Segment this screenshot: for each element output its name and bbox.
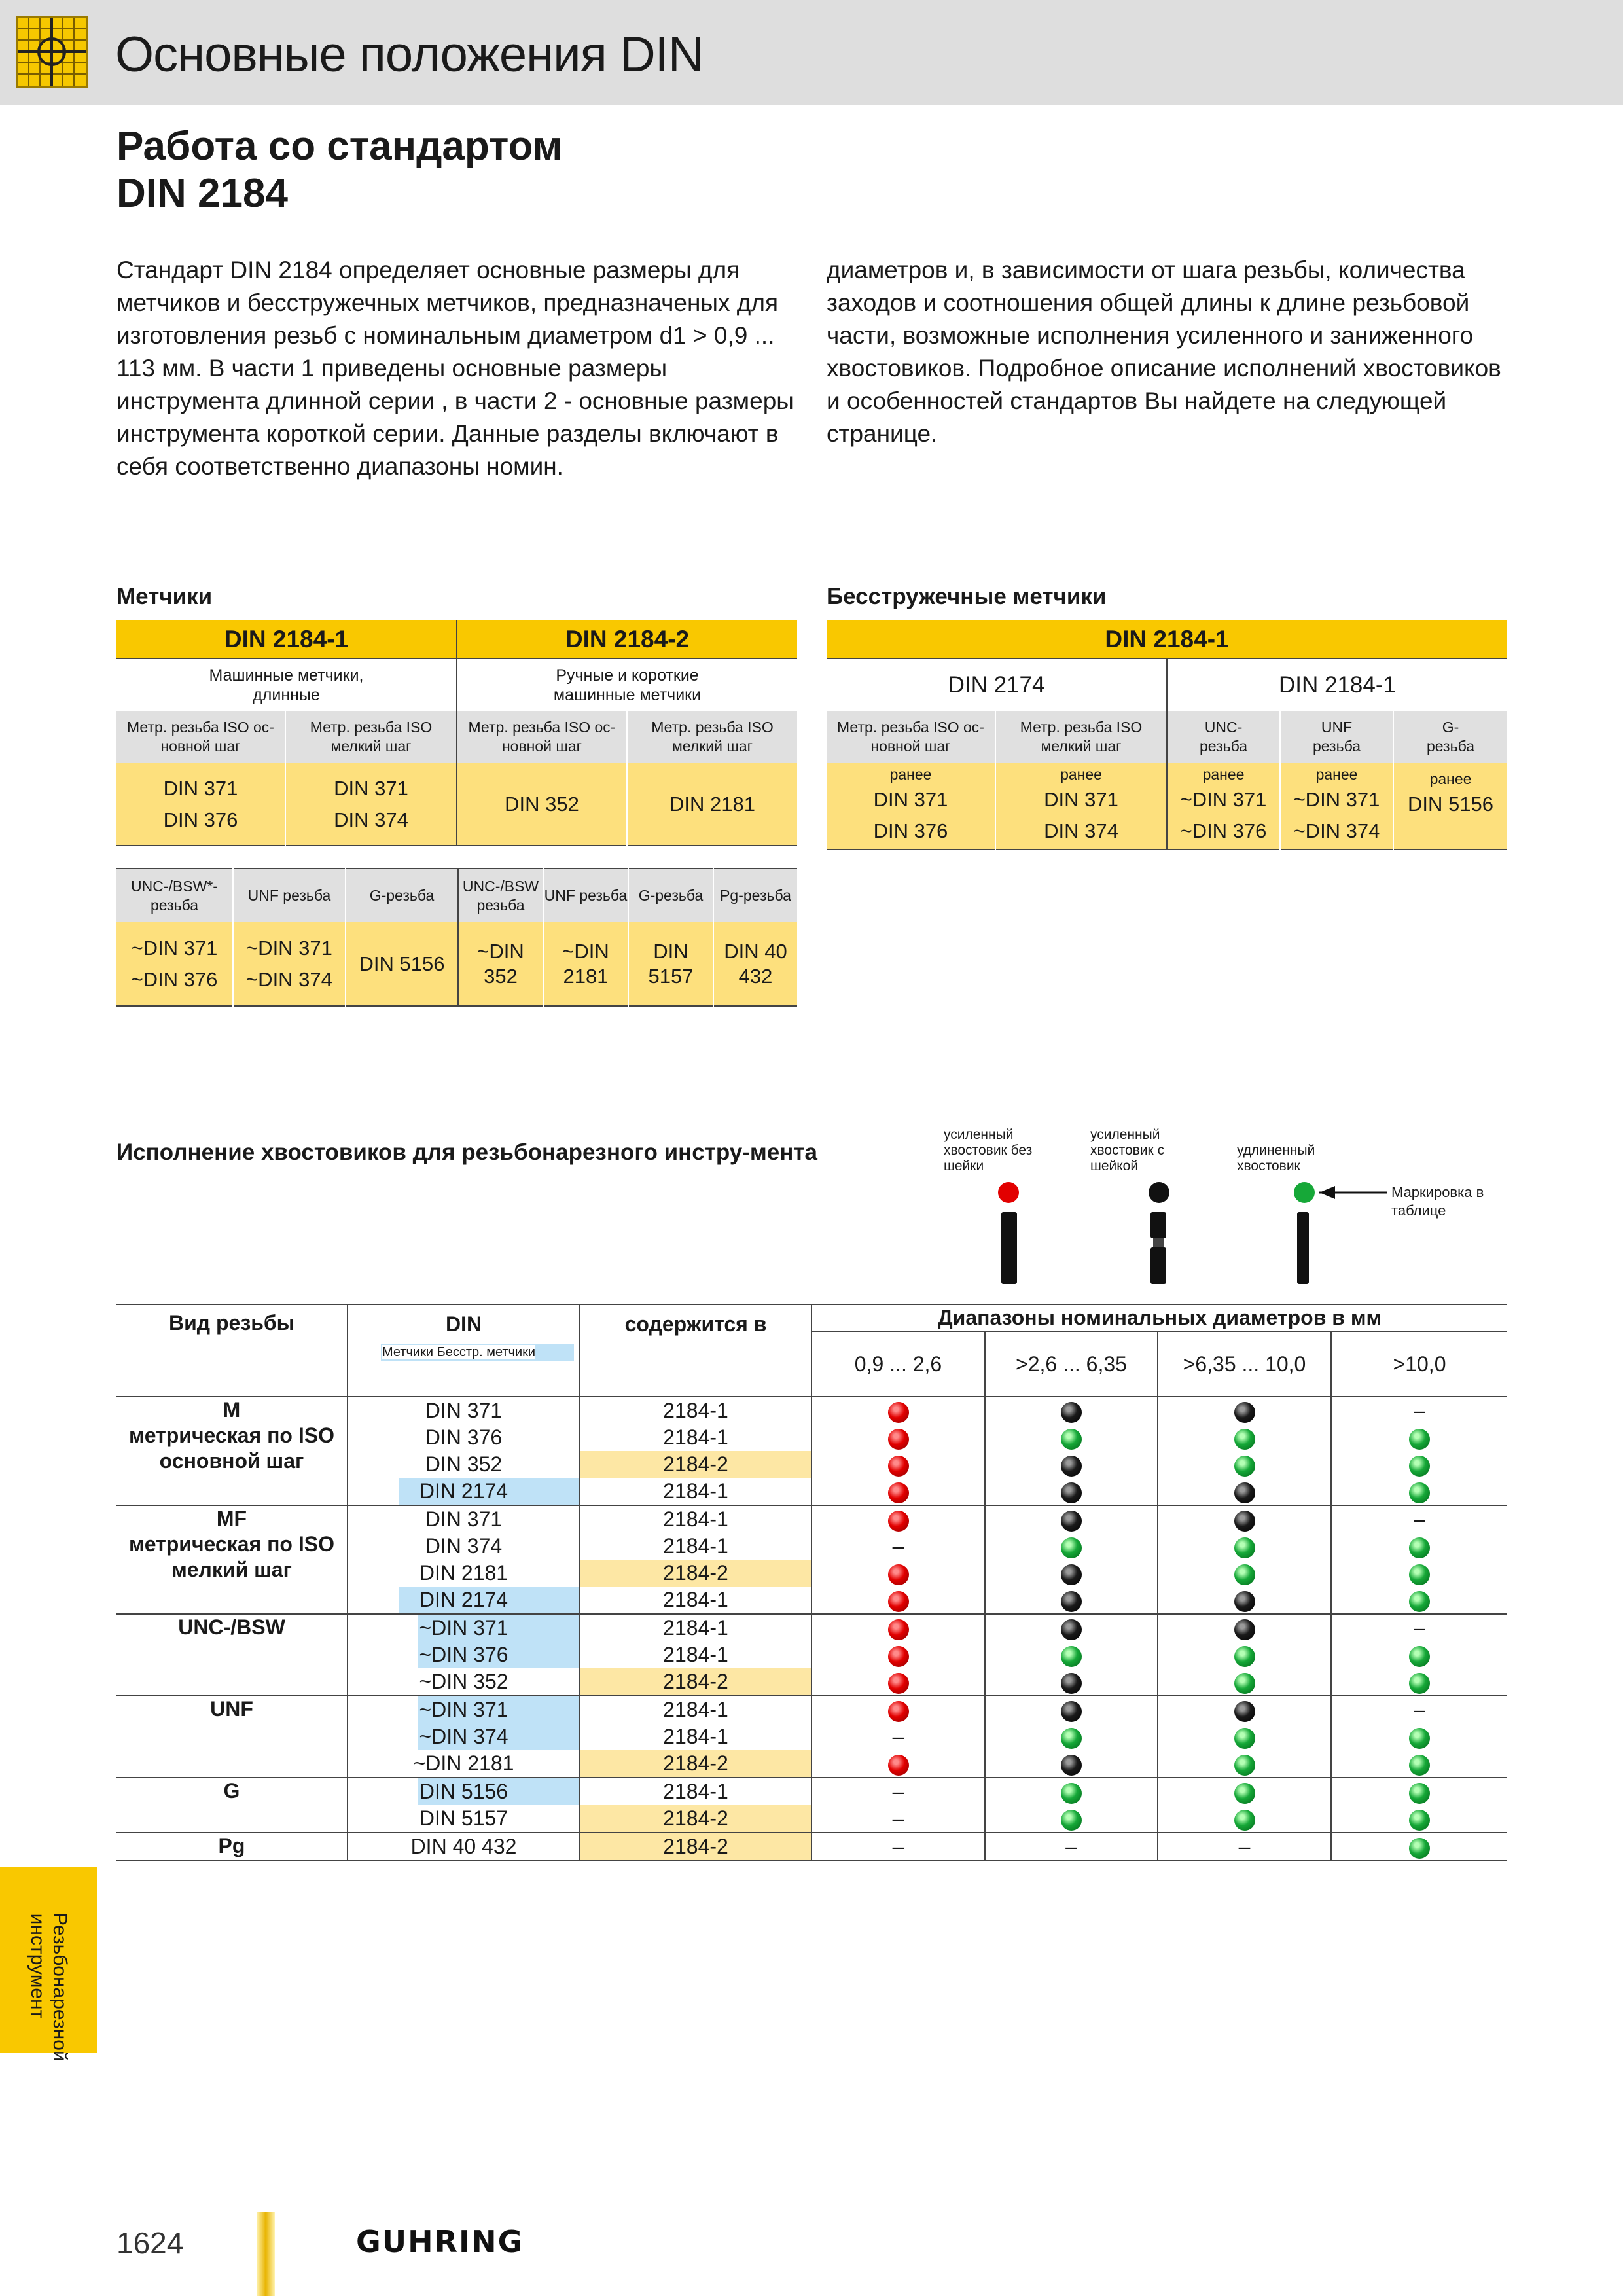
black-marker-icon <box>1061 1564 1082 1585</box>
black-marker-icon <box>1234 1619 1255 1640</box>
green-marker-icon <box>1409 1783 1430 1804</box>
shank-indicator-cell <box>1331 1668 1507 1696</box>
red-marker-icon <box>888 1755 909 1776</box>
shank-indicator-cell: – <box>1414 1399 1425 1422</box>
shank-indicator-cell <box>985 1778 1158 1805</box>
black-marker-icon <box>1234 1402 1255 1423</box>
red-marker-icon <box>888 1429 909 1450</box>
black-marker-icon <box>1061 1456 1082 1477</box>
shank-indicator-cell <box>1331 1833 1507 1861</box>
formers-val-2: ранее DIN 371 DIN 374 <box>995 763 1167 850</box>
formers-val-3: ранее ~DIN 371 ~DIN 376 <box>1167 763 1280 850</box>
range-4: >10,0 <box>1393 1352 1446 1376</box>
din-cell: DIN 40 432 <box>348 1833 580 1861</box>
shank-indicator-cell <box>1158 1723 1331 1750</box>
din-cell: DIN 374 <box>348 1533 580 1560</box>
shank-indicator-cell <box>1158 1533 1331 1560</box>
taps-sub-2: Ручные и короткие машинные метчики <box>553 666 702 704</box>
taps-val-1: DIN 371 DIN 376 <box>116 763 285 846</box>
shank-indicator-cell <box>1331 1560 1507 1587</box>
contained-cell: 2184-1 <box>580 1614 812 1641</box>
thread-group-label: UNC-/BSW <box>116 1614 348 1696</box>
green-marker-icon <box>1409 1591 1430 1612</box>
thread-group-label: G <box>116 1778 348 1833</box>
shank-indicator-cell <box>985 1533 1158 1560</box>
din-cell: ~DIN 371 <box>348 1614 580 1641</box>
black-marker-icon <box>1234 1511 1255 1532</box>
shank-indicator-cell <box>985 1505 1158 1533</box>
shank-indicator-cell <box>1158 1641 1331 1668</box>
shank-indicator-cell <box>812 1451 985 1478</box>
taps2-val-7: DIN 40 432 <box>713 922 797 1006</box>
shank-indicator-cell <box>812 1505 985 1533</box>
red-marker-icon <box>888 1646 909 1667</box>
din-cell: DIN 2174 <box>348 1478 580 1505</box>
col-contained: содержится в <box>580 1304 812 1397</box>
din-cell: DIN 371 <box>348 1505 580 1533</box>
range-2: >2,6 ... 6,35 <box>985 1331 1158 1397</box>
grid-logo-icon <box>16 16 88 88</box>
shank-indicator-cell <box>812 1560 985 1587</box>
green-marker-icon <box>1409 1673 1430 1694</box>
red-marker-icon <box>888 1591 909 1612</box>
footer-accent-bar <box>257 2212 275 2296</box>
din-cell: ~DIN 374 <box>348 1723 580 1750</box>
taps2-col-3: G-резьба <box>346 869 458 922</box>
din-cell: DIN 5156 <box>348 1778 580 1805</box>
din-cell: DIN 2174 <box>348 1587 580 1614</box>
black-marker-icon <box>1061 1482 1082 1503</box>
shank-indicator-cell: – <box>812 1833 985 1861</box>
formers-sub-1: DIN 2174 <box>827 658 1167 711</box>
formers-val-4: ранее ~DIN 371 ~DIN 374 <box>1280 763 1393 850</box>
shank-indicator-cell: – <box>1158 1833 1331 1861</box>
shank-table-body <box>116 1304 1507 1861</box>
taps2-col-2: UNF резьба <box>233 869 346 922</box>
formers-val-1: ранее DIN 371 DIN 376 <box>827 763 995 850</box>
table-row <box>116 1778 1507 1805</box>
table-row <box>116 1397 1507 1424</box>
din-sub-legend: Метчики Бесстр. метчики <box>381 1344 574 1361</box>
shank-indicator-cell <box>1158 1397 1331 1424</box>
din-cell: DIN 376 <box>348 1424 580 1451</box>
green-marker-icon <box>1234 1537 1255 1558</box>
red-marker-icon <box>888 1511 909 1532</box>
green-marker-icon <box>1409 1755 1430 1776</box>
shank-indicator-cell <box>812 1668 985 1696</box>
taps-val-2: DIN 371 DIN 374 <box>285 763 457 846</box>
shank-indicator-cell <box>1158 1696 1331 1723</box>
contained-cell: 2184-1 <box>580 1696 812 1723</box>
red-marker-icon <box>888 1564 909 1585</box>
contained-cell: 2184-1 <box>580 1723 812 1750</box>
shank-indicator-cell: – <box>812 1805 985 1833</box>
taps2-col-4: UNC-/BSW резьба <box>458 869 543 922</box>
shank-indicator-cell <box>985 1696 1158 1723</box>
shank-indicator-cell <box>1331 1587 1507 1614</box>
formers-col-1: Метр. резьба ISO ос-новной шаг <box>827 711 995 763</box>
brand-logo: GUHRING <box>356 2224 524 2259</box>
taps-title: Метчики <box>116 584 213 609</box>
legend-caption-2: усиленный хвостовик с шейкой <box>1090 1127 1165 1174</box>
green-marker-icon <box>1409 1810 1430 1831</box>
green-marker-icon <box>1409 1564 1430 1585</box>
green-marker-icon <box>1061 1429 1082 1450</box>
contained-cell: 2184-1 <box>580 1424 812 1451</box>
shank-indicator-cell <box>812 1587 985 1614</box>
din-cell: DIN 371 <box>348 1397 580 1424</box>
shank-indicator-cell <box>1158 1750 1331 1778</box>
contained-cell: 2184-1 <box>580 1587 812 1614</box>
shank-indicator-cell <box>1331 1478 1507 1505</box>
red-marker-icon <box>888 1482 909 1503</box>
taps-table <box>116 620 797 846</box>
shank-indicator-cell <box>985 1451 1158 1478</box>
formers-col-3: UNC-резьба <box>1167 711 1280 763</box>
black-marker-icon <box>1061 1701 1082 1722</box>
legend-caption-1: усиленный хвостовик без шейки <box>944 1127 1033 1174</box>
taps2-col-6: G-резьба <box>628 869 713 922</box>
intro-left: Стандарт DIN 2184 определяет основные размеры для метчиков и бесстружечных метчиков, предназначеных для изготовления резьб с номинальным диаметром d1 > 0,9 ... 113 мм. В части 1 приведены основные размеры инструмента длинной серии , в части 2 - основные размеры инструмента короткой серии. Данные разделы включают в себя соответственно диапазоны номин. <box>116 257 794 480</box>
legend-caption-3: удлиненный хвостовик <box>1237 1143 1315 1174</box>
shank-extended-icon <box>1294 1182 1315 1284</box>
contained-cell: 2184-1 <box>580 1533 812 1560</box>
taps2-col-5: UNF резьба <box>543 869 628 922</box>
thread-group-label: UNF <box>116 1696 348 1778</box>
shank-indicator-cell <box>985 1805 1158 1833</box>
taps2-val-4: ~DIN 352 <box>458 922 543 1006</box>
taps-val-4: DIN 2181 <box>627 763 797 846</box>
formers-col-4: UNF резьба <box>1280 711 1393 763</box>
shank-indicator-cell: – <box>812 1533 985 1560</box>
page-title-line-2: DIN 2184 <box>116 171 288 216</box>
shank-indicator-cell <box>812 1478 985 1505</box>
formers-title: Бесстружечные метчики <box>827 584 1107 609</box>
din-cell: DIN 2181 <box>348 1560 580 1587</box>
side-tab-label: Резьбонарезной инструмент <box>27 1912 71 2062</box>
shank-indicator-cell <box>1158 1560 1331 1587</box>
table-row <box>116 1505 1507 1533</box>
contained-cell: 2184-1 <box>580 1505 812 1533</box>
din-cell: DIN 5157 <box>348 1805 580 1833</box>
shank-indicator-cell <box>1331 1805 1507 1833</box>
marking-caption: Маркировка в таблице <box>1391 1184 1484 1219</box>
shank-indicator-cell: – <box>812 1723 985 1750</box>
shank-indicator-cell <box>1158 1614 1331 1641</box>
taps-col-3: Метр. резьба ISO ос-новной шаг <box>457 711 627 763</box>
thread-group-label: Pg <box>116 1833 348 1861</box>
shank-indicator-cell <box>812 1641 985 1668</box>
formers-val-5: ранее DIN 5156 <box>1393 763 1507 850</box>
shank-indicator-cell <box>985 1641 1158 1668</box>
taps-col-4: Метр. резьба ISO мелкий шаг <box>627 711 797 763</box>
din-cell: ~DIN 352 <box>348 1668 580 1696</box>
green-marker-icon <box>1234 1456 1255 1477</box>
contained-cell: 2184-1 <box>580 1478 812 1505</box>
green-marker-icon <box>1409 1456 1430 1477</box>
black-marker-icon <box>1061 1755 1082 1776</box>
green-marker-icon <box>1061 1728 1082 1749</box>
contained-cell: 2184-1 <box>580 1778 812 1805</box>
shank-indicator-cell: – <box>1414 1616 1425 1640</box>
formers-sub-2: DIN 2184-1 <box>1279 672 1396 698</box>
taps-table-2 <box>116 868 797 1007</box>
red-marker-icon <box>888 1619 909 1640</box>
thread-group-label: MF метрическая по ISO мелкий шаг <box>116 1505 348 1614</box>
formers-table <box>827 620 1507 850</box>
green-marker-icon <box>1234 1728 1255 1749</box>
intro-right: диаметров и, в зависимости от шага резьбы, количества заходов и соотношения общей длины к длине резьбовой части, возможные исполнения усиленного и заниженного хвостовиков. Подробное описание исполнений хвостовиков и особенностей стандартов Вы найдете на следующей странице. <box>827 257 1501 447</box>
shank-indicator-cell <box>1158 1451 1331 1478</box>
contained-cell: 2184-2 <box>580 1750 812 1778</box>
shank-indicator-cell <box>985 1750 1158 1778</box>
contained-cell: 2184-2 <box>580 1560 812 1587</box>
din-cell: ~DIN 376 <box>348 1641 580 1668</box>
shank-indicator-cell <box>812 1696 985 1723</box>
black-marker-icon <box>1234 1591 1255 1612</box>
taps-head-2: DIN 2184-2 <box>457 620 797 658</box>
taps2-col-7: Pg-резьба <box>713 869 797 922</box>
contained-cell: 2184-1 <box>580 1397 812 1424</box>
range-3: >6,35 ... 10,0 <box>1158 1331 1331 1397</box>
shank-indicator-cell <box>1158 1424 1331 1451</box>
shank-indicator-cell <box>1158 1668 1331 1696</box>
green-marker-icon <box>1409 1537 1430 1558</box>
green-marker-icon <box>1409 1728 1430 1749</box>
taps2-val-5: ~DIN 2181 <box>543 922 628 1006</box>
shank-indicator-cell <box>985 1424 1158 1451</box>
green-marker-icon <box>1234 1646 1255 1667</box>
page-title <box>116 123 902 217</box>
col-thread-type: Вид резьбы <box>116 1304 348 1397</box>
shank-indicator-cell: – <box>1414 1507 1425 1531</box>
din-cell: ~DIN 371 <box>348 1696 580 1723</box>
shank-indicator-cell <box>812 1424 985 1451</box>
header-title: Основные положения DIN <box>115 27 704 82</box>
shank-title: Исполнение хвостовиков для резьбонарезного инстру-мента <box>116 1139 817 1165</box>
marking-arrow-icon <box>1319 1186 1387 1199</box>
black-marker-icon <box>1234 1482 1255 1503</box>
green-marker-icon <box>1061 1646 1082 1667</box>
shank-indicator-cell <box>1158 1478 1331 1505</box>
din-cell: ~DIN 2181 <box>348 1750 580 1778</box>
taps2-col-1: UNC-/BSW*-резьба <box>116 869 233 922</box>
shank-indicator-cell <box>1158 1778 1331 1805</box>
shank-indicator-cell <box>812 1750 985 1778</box>
taps2-val-1: ~DIN 371 ~DIN 376 <box>116 922 233 1006</box>
taps2-val-2: ~DIN 371 ~DIN 374 <box>233 922 346 1006</box>
shank-indicator-cell <box>1331 1723 1507 1750</box>
shank-reinforced-no-neck-icon <box>998 1182 1019 1284</box>
shank-indicator-cell: – <box>985 1833 1158 1861</box>
ranges-header: Диапазоны номинальных диаметров в мм <box>812 1304 1507 1331</box>
shank-indicator-cell <box>1331 1750 1507 1778</box>
red-marker-icon <box>888 1402 909 1423</box>
col-din: DIN Метчики Бесстр. метчики <box>348 1304 580 1397</box>
shank-reinforced-neck-icon <box>1149 1182 1169 1284</box>
red-marker-icon <box>888 1673 909 1694</box>
black-marker-icon <box>1061 1402 1082 1423</box>
range-1: 0,9 ... 2,6 <box>812 1331 985 1397</box>
green-marker-icon <box>1234 1755 1255 1776</box>
shank-indicator-cell <box>985 1587 1158 1614</box>
shank-indicator-cell <box>1331 1451 1507 1478</box>
shank-indicator-cell <box>985 1397 1158 1424</box>
shank-indicator-cell <box>1158 1805 1331 1833</box>
red-marker-icon <box>888 1456 909 1477</box>
taps-col-1: Метр. резьба ISO ос-новной шаг <box>116 711 285 763</box>
shank-indicator-cell <box>812 1614 985 1641</box>
shank-indicator-cell <box>985 1478 1158 1505</box>
thread-group-label: M метрическая по ISO основной шаг <box>116 1397 348 1505</box>
contained-cell: 2184-2 <box>580 1833 812 1861</box>
formers-head: DIN 2184-1 <box>827 620 1507 658</box>
black-marker-icon <box>1061 1591 1082 1612</box>
taps-col-2: Метр. резьба ISO мелкий шаг <box>285 711 457 763</box>
shank-indicator-cell <box>1331 1424 1507 1451</box>
green-marker-icon <box>1061 1783 1082 1804</box>
black-marker-icon <box>1061 1673 1082 1694</box>
shank-indicator-cell <box>1331 1778 1507 1805</box>
shank-indicator-cell <box>1158 1587 1331 1614</box>
green-marker-icon <box>1234 1783 1255 1804</box>
contained-cell: 2184-2 <box>580 1668 812 1696</box>
green-marker-icon <box>1409 1838 1430 1859</box>
green-marker-icon <box>1409 1646 1430 1667</box>
table-row <box>116 1696 1507 1723</box>
taps2-val-6: DIN 5157 <box>628 922 713 1006</box>
shank-table <box>116 1304 1507 1861</box>
formers-col-5: G-резьба <box>1393 711 1507 763</box>
black-marker-icon <box>1234 1701 1255 1722</box>
contained-cell: 2184-1 <box>580 1641 812 1668</box>
shank-indicator-cell <box>1331 1641 1507 1668</box>
taps-head-1: DIN 2184-1 <box>116 620 457 658</box>
page-number: 1624 <box>116 2226 184 2260</box>
shank-indicator-cell: – <box>812 1778 985 1805</box>
black-marker-icon <box>1061 1619 1082 1640</box>
taps2-val-3: DIN 5156 <box>346 922 458 1006</box>
green-marker-icon <box>1234 1810 1255 1831</box>
shank-indicator-cell: – <box>1414 1698 1425 1721</box>
shank-indicator-cell <box>985 1614 1158 1641</box>
taps-sub-1: Машинные метчики, длинные <box>116 658 457 711</box>
shank-indicator-cell <box>985 1723 1158 1750</box>
green-marker-icon <box>1061 1810 1082 1831</box>
shank-indicator-cell <box>812 1397 985 1424</box>
contained-cell: 2184-2 <box>580 1451 812 1478</box>
red-marker-icon <box>888 1701 909 1722</box>
green-marker-icon <box>1234 1429 1255 1450</box>
green-marker-icon <box>1409 1482 1430 1503</box>
formers-col-2: Метр. резьба ISO мелкий шаг <box>995 711 1167 763</box>
green-marker-icon <box>1409 1429 1430 1450</box>
green-marker-icon <box>1234 1564 1255 1585</box>
shank-indicator-cell <box>1331 1533 1507 1560</box>
contained-cell: 2184-2 <box>580 1805 812 1833</box>
din-cell: DIN 352 <box>348 1451 580 1478</box>
table-row <box>116 1614 1507 1641</box>
table-row <box>116 1833 1507 1861</box>
page-title-line-1: Работа со стандартом <box>116 124 563 169</box>
shank-indicator-cell <box>985 1668 1158 1696</box>
taps-val-3: DIN 352 <box>457 763 627 846</box>
green-marker-icon <box>1234 1673 1255 1694</box>
shank-indicator-cell <box>1158 1505 1331 1533</box>
green-marker-icon <box>1061 1537 1082 1558</box>
shank-indicator-cell <box>985 1560 1158 1587</box>
black-marker-icon <box>1061 1511 1082 1532</box>
